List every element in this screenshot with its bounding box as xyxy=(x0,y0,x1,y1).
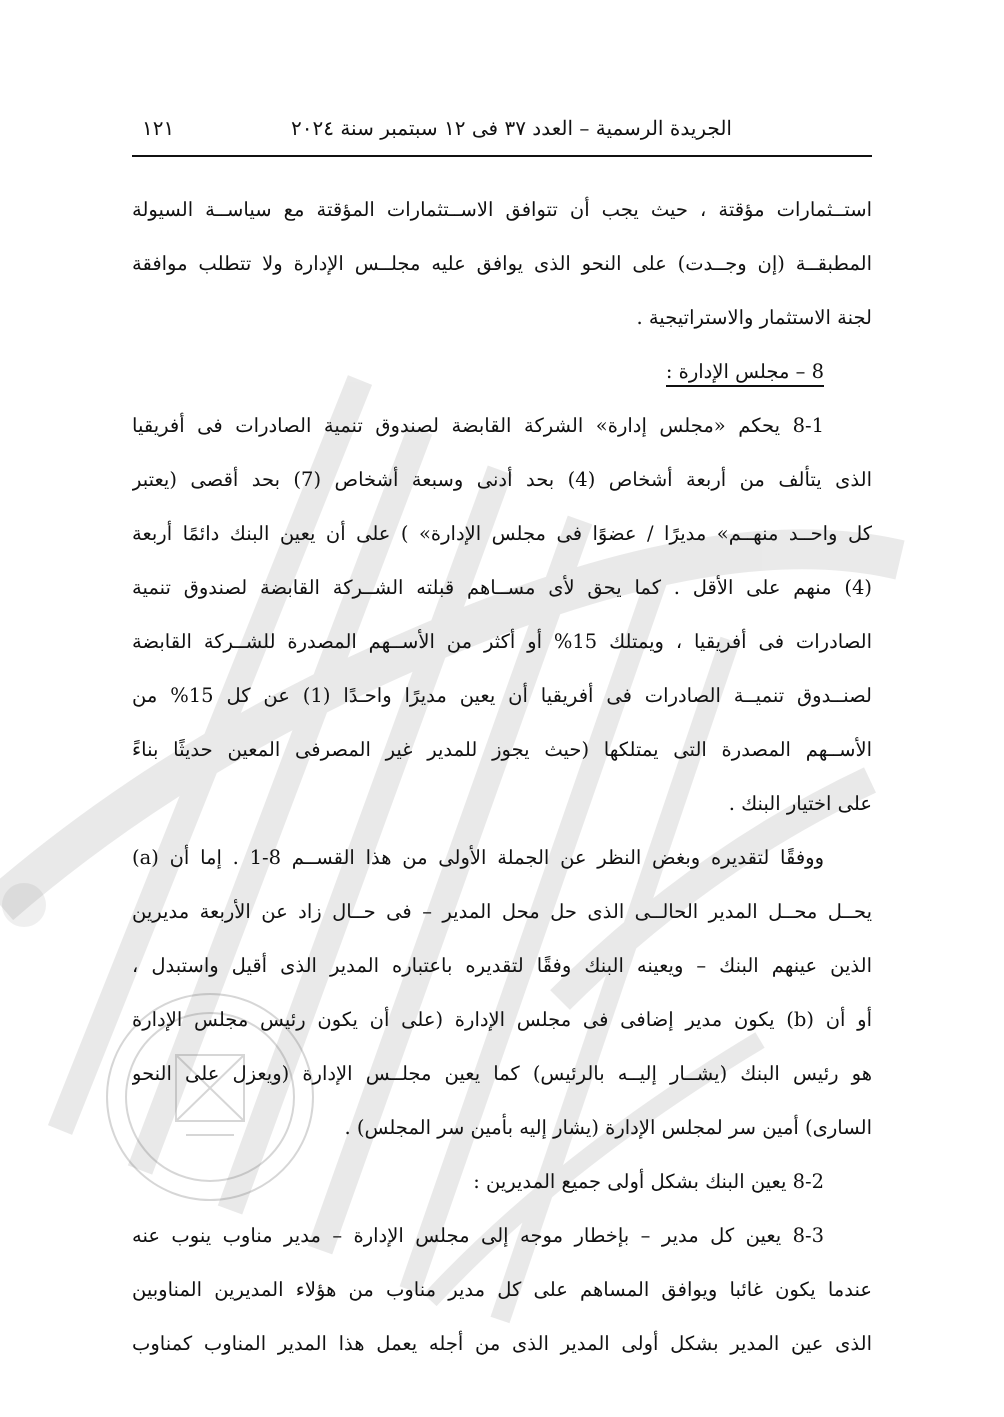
text-line: عندما يكون غائبا ويوافق المساهم على كل مدير مناوب من هؤلاء المديرين المناوبين xyxy=(132,1278,872,1301)
text-line: 8-2 يعين البنك بشكل أولى جميع المديرين : xyxy=(473,1170,824,1193)
text-line: الذى يتألف من أربعة أشخاص (4) بحد أدنى وسبعة أشخاص (7) بحد أقصى (يعتبر xyxy=(132,468,872,491)
header-divider xyxy=(132,155,872,157)
text-line: الذى عين المدير بشكل أولى المدير الذى من أجله يعمل هذا المدير المناوب كمناوب xyxy=(132,1332,872,1355)
text-line: المطبقــة (إن وجــدت) على النحو الذى يوافق عليه مجلــس الإدارة ولا تتطلب موافقة xyxy=(132,252,872,275)
text-line: على اختيار البنك . xyxy=(728,792,872,815)
text-line: السارى) أمين سر لمجلس الإدارة (يشار إليه بأمين سر المجلس) . xyxy=(344,1116,872,1139)
gazette-header-title: الجريدة الرسمية – العدد ٣٧ فى ١٢ سبتمبر سنة ٢٠٢٤ xyxy=(291,116,732,140)
section-heading: 8 – مجلس الإدارة : xyxy=(132,345,872,399)
page-number: ١٢١ xyxy=(142,116,175,140)
text-line: 8-1 يحكم «مجلس إدارة» الشركة القابضة لصندوق تنمية الصادرات فى أفريقيا xyxy=(132,414,824,437)
page-header xyxy=(132,112,872,152)
text-line: استــثمارات مؤقتة ، حيث يجب أن تتوافق الاســتثمارات المؤقتة مع سياســة السيولة xyxy=(132,198,872,221)
text-line: لجنة الاستثمار والاستراتيجية . xyxy=(636,306,872,329)
text-line: (4) منهم على الأقل . كما يحق لأى مســاهم قبلته الشــركة القابضة لصندوق تنمية xyxy=(132,576,872,599)
text-line: أو أن (b) يكون مدير إضافى فى مجلس الإدارة (على أن يكون رئيس مجلس الإدارة xyxy=(132,1008,872,1031)
text-line: الصادرات فى أفريقيا ، ويمتلك 15% أو أكثر من الأســهم المصدرة للشــركة القابضة xyxy=(132,630,872,653)
text-line: لصنــدوق تنميــة الصادرات فى أفريقيا أن يعين مديرًا واحـدًا (1) عن كل 15% من xyxy=(132,684,872,707)
text-line: ووفقًا لتقديره وبغض النظر عن الجملة الأولى من هذا القســم 8-1 . إما أن (a) xyxy=(132,846,824,869)
text-line: 8-3 يعين كل مدير – بإخطار موجه إلى مجلس الإدارة – مدير مناوب ينوب عنه xyxy=(132,1224,824,1247)
text-line: الذين عينهم البنك – ويعينه البنك وفقًا لتقديره باعتباره المدير الذى أقيل واستبدل ، xyxy=(132,954,872,977)
document-body xyxy=(132,183,872,1371)
text-line: كل واحــد منهــم» مديرًا / عضوًا فى مجلس الإدارة» ) على أن يعين البنك دائمًا أربعة xyxy=(132,522,872,545)
text-line: الأســهم المصدرة التى يمتلكها (حيث يجوز للمدير غير المصرفى المعين حديثًا بناءً xyxy=(132,738,872,761)
text-line: يحــل محــل المدير الحالــى الذى حل محل المدير – فى حــال زاد عن الأربعة مديرين xyxy=(132,900,872,923)
text-line: هو رئيس البنك (يشــار إليــه بالرئيس) كما يعين مجلــس الإدارة (ويعزل على النحو xyxy=(132,1062,872,1085)
